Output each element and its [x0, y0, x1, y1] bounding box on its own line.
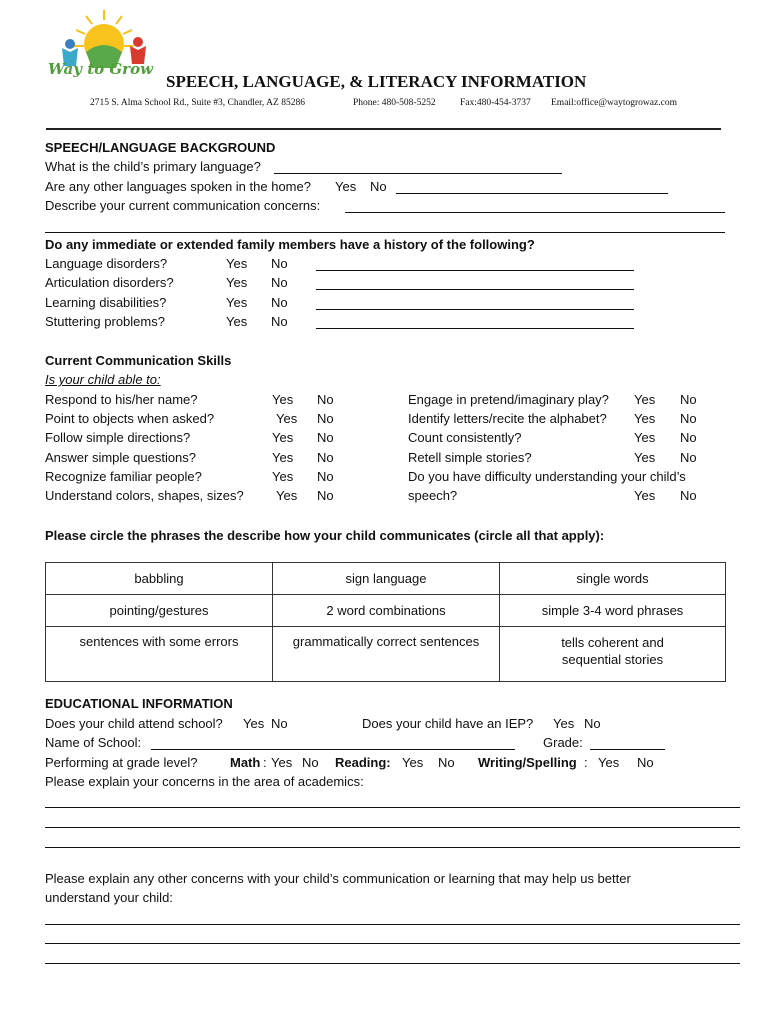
section-heading-background: SPEECH/LANGUAGE BACKGROUND: [45, 140, 276, 155]
option-no[interactable]: No: [271, 256, 288, 271]
option-yes[interactable]: Yes: [226, 256, 248, 271]
skill-item: Understand colors, shapes, sizes?: [45, 488, 244, 503]
address: 2715 S. Alma School Rd., Suite #3, Chandler, AZ 85286: [90, 98, 305, 108]
option-no[interactable]: No: [271, 295, 288, 310]
school-name-label: Name of School:: [45, 735, 142, 750]
reading-label: Reading:: [335, 755, 391, 770]
option-yes[interactable]: Yes: [634, 430, 656, 445]
option-no[interactable]: No: [271, 314, 288, 329]
skill-item: Retell simple stories?: [408, 450, 532, 465]
option-yes[interactable]: Yes: [271, 755, 293, 770]
option-no[interactable]: No: [317, 392, 334, 407]
answer-line[interactable]: [45, 963, 740, 964]
option-yes[interactable]: Yes: [276, 411, 298, 426]
logo-text: Way to Grow: [48, 60, 153, 78]
skill-item: Count consistently?: [408, 430, 522, 445]
answer-line[interactable]: [45, 827, 740, 828]
answer-line[interactable]: [316, 328, 634, 329]
section-heading-skills: Current Communication Skills: [45, 353, 232, 368]
performing-label: Performing at grade level?: [45, 755, 198, 770]
q-primary-language: What is the child’s primary language?: [45, 159, 261, 174]
grade-field[interactable]: [590, 749, 665, 750]
option-yes[interactable]: Yes: [634, 411, 656, 426]
option-yes[interactable]: Yes: [335, 179, 357, 194]
phrase-cell[interactable]: simple 3-4 word phrases: [500, 595, 726, 627]
option-yes[interactable]: Yes: [634, 488, 656, 503]
history-item: Learning disabilities?: [45, 295, 167, 310]
section-heading-history: Do any immediate or extended family members have a history of the following?: [45, 237, 535, 252]
option-no[interactable]: No: [317, 450, 334, 465]
option-yes[interactable]: Yes: [226, 314, 248, 329]
skill-item: Do you have difficulty understanding your child’s: [408, 469, 686, 484]
option-no[interactable]: No: [271, 275, 288, 290]
option-no[interactable]: No: [438, 755, 455, 770]
answer-line[interactable]: [45, 807, 740, 808]
option-no[interactable]: No: [680, 430, 697, 445]
skill-item: Respond to his/her name?: [45, 392, 198, 407]
skill-item: speech?: [408, 488, 458, 503]
colon: :: [584, 755, 588, 770]
grade-label: Grade:: [543, 735, 583, 750]
answer-line[interactable]: [316, 289, 634, 290]
header-divider: [46, 128, 721, 130]
option-no[interactable]: No: [680, 411, 697, 426]
academics-prompt: Please explain your concerns in the area of academics:: [45, 774, 364, 789]
phrase-cell[interactable]: tells coherent and sequential stories: [500, 627, 726, 682]
history-item: Stuttering problems?: [45, 314, 165, 329]
option-no[interactable]: No: [680, 392, 697, 407]
option-yes[interactable]: Yes: [598, 755, 620, 770]
skill-item: Answer simple questions?: [45, 450, 197, 465]
option-yes[interactable]: Yes: [226, 295, 248, 310]
phrase-cell[interactable]: pointing/gestures: [46, 595, 273, 627]
option-yes[interactable]: Yes: [272, 430, 294, 445]
history-item: Articulation disorders?: [45, 275, 174, 290]
school-name-field[interactable]: [151, 749, 515, 750]
logo: [46, 8, 156, 86]
communication-phrases-table: [45, 562, 726, 682]
section-heading-education: EDUCATIONAL INFORMATION: [45, 696, 233, 711]
colon: :: [263, 755, 267, 770]
option-no[interactable]: No: [680, 450, 697, 465]
option-yes[interactable]: Yes: [402, 755, 424, 770]
phrase-cell[interactable]: 2 word combinations: [273, 595, 500, 627]
option-yes[interactable]: Yes: [243, 716, 265, 731]
q-other-languages: Are any other languages spoken in the home?: [45, 179, 311, 194]
page-title: SPEECH, LANGUAGE, & LITERACY INFORMATION: [166, 72, 587, 91]
option-no[interactable]: No: [302, 755, 319, 770]
history-item: Language disorders?: [45, 256, 168, 271]
answer-line-concerns-2[interactable]: [45, 232, 725, 233]
phrase-cell[interactable]: babbling: [46, 563, 273, 595]
writing-label: Writing/Spelling: [478, 755, 577, 770]
answer-line-concerns[interactable]: [345, 212, 725, 213]
option-yes[interactable]: Yes: [272, 392, 294, 407]
option-yes[interactable]: Yes: [272, 469, 294, 484]
q-concerns: Describe your current communication concerns:: [45, 198, 321, 213]
phrase-cell[interactable]: sentences with some errors: [46, 627, 273, 682]
circle-instruction: Please circle the phrases the describe how your child communicates (circle all that apply):: [45, 528, 605, 543]
answer-line[interactable]: [45, 847, 740, 848]
skill-item: Follow simple directions?: [45, 430, 191, 445]
other-concerns-prompt-2: understand your child:: [45, 890, 173, 905]
skill-item: Identify letters/recite the alphabet?: [408, 411, 607, 426]
option-yes[interactable]: Yes: [226, 275, 248, 290]
option-no[interactable]: No: [637, 755, 654, 770]
q-attend-school: Does your child attend school?: [45, 716, 223, 731]
option-no[interactable]: No: [680, 488, 697, 503]
option-yes[interactable]: Yes: [634, 450, 656, 465]
email: Email:office@waytogrowaz.com: [551, 98, 677, 108]
skills-subheading: Is your child able to:: [45, 372, 161, 387]
option-no[interactable]: No: [370, 179, 387, 194]
option-no[interactable]: No: [584, 716, 601, 731]
skill-item: Point to objects when asked?: [45, 411, 215, 426]
answer-line[interactable]: [316, 309, 634, 310]
answer-line-other-languages[interactable]: [396, 193, 668, 194]
answer-line[interactable]: [45, 943, 740, 944]
option-no[interactable]: No: [317, 430, 334, 445]
phone: Phone: 480-508-5252: [353, 98, 436, 108]
skill-item: Engage in pretend/imaginary play?: [408, 392, 609, 407]
q-iep: Does your child have an IEP?: [362, 716, 534, 731]
math-label: Math: [230, 755, 261, 770]
answer-line[interactable]: [45, 924, 740, 925]
option-no[interactable]: No: [317, 411, 334, 426]
phrase-cell[interactable]: grammatically correct sentences: [273, 627, 500, 682]
other-concerns-prompt: Please explain any other concerns with your child’s communication or learning that may help us better: [45, 871, 631, 886]
phrase-cell[interactable]: sign language: [273, 563, 500, 595]
phrase-cell[interactable]: single words: [500, 563, 726, 595]
option-yes[interactable]: Yes: [272, 450, 294, 465]
answer-line[interactable]: [316, 270, 634, 271]
option-no[interactable]: No: [317, 469, 334, 484]
option-no[interactable]: No: [271, 716, 288, 731]
answer-line-primary[interactable]: [274, 173, 562, 174]
option-no[interactable]: No: [317, 488, 334, 503]
option-yes[interactable]: Yes: [553, 716, 575, 731]
option-yes[interactable]: Yes: [276, 488, 298, 503]
fax: Fax:480-454-3737: [460, 98, 531, 108]
option-yes[interactable]: Yes: [634, 392, 656, 407]
skill-item: Recognize familiar people?: [45, 469, 202, 484]
